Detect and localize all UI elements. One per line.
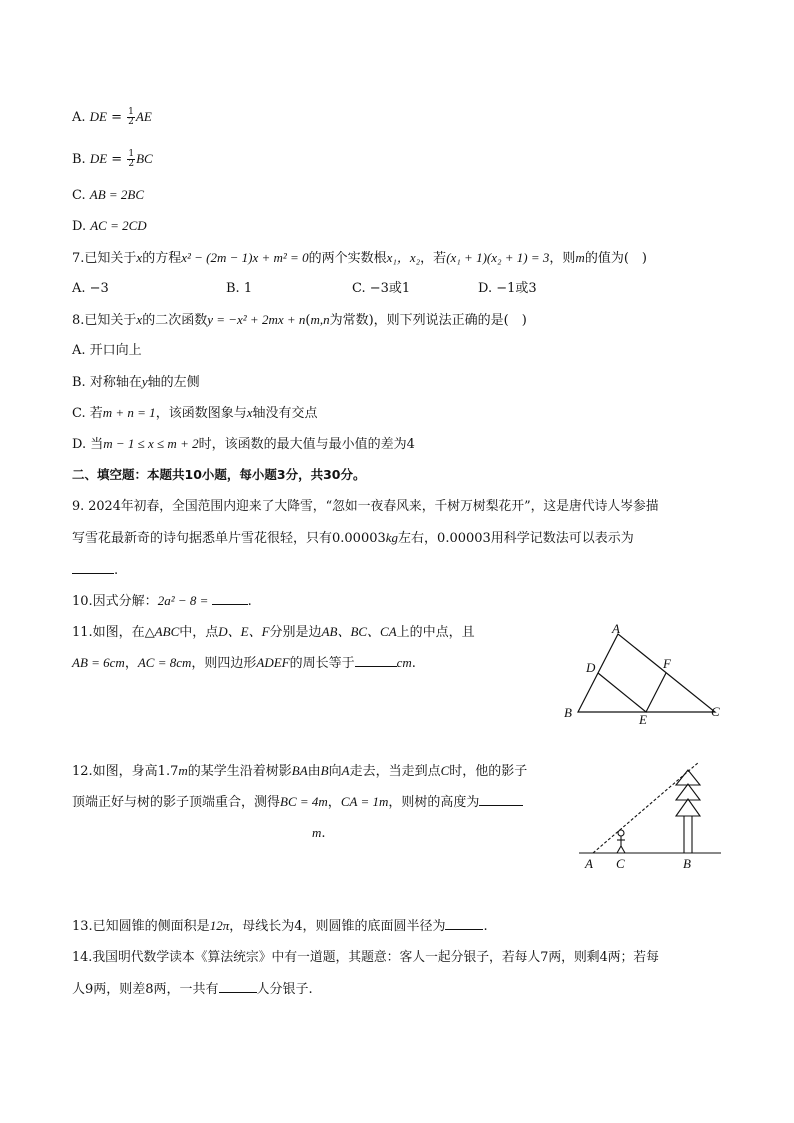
- answer-blank[interactable]: [72, 561, 114, 574]
- q13-stem: 13.已知圆锥的侧面积是12π，母线长为4，则圆锥的底面圆半径为 .: [72, 918, 488, 934]
- person-leg-right: [621, 846, 625, 853]
- label-A: A: [612, 621, 620, 636]
- q7-option-d: D. −1或3: [478, 281, 537, 296]
- answer-blank[interactable]: [355, 654, 397, 667]
- q8-option-c: C. 若m + n = 1，该函数图象与x轴没有交点: [72, 405, 318, 421]
- person-head: [618, 830, 624, 836]
- section-title: 二、填空题：本题共10小题，每小题3分，共30分。: [72, 467, 366, 482]
- label-D: D: [586, 660, 596, 675]
- q10-stem: 10.因式分解：2a² − 8 = .: [72, 593, 252, 609]
- person-leg-left: [617, 846, 621, 853]
- tree-bottom: [676, 799, 700, 816]
- q12-line-1: 12.如图，身高1.7m的某学生沿着树影BA由B向A走去，当走到点C时，他的影子: [72, 763, 528, 779]
- answer-blank[interactable]: [219, 980, 257, 993]
- q6-option-c: C. AB = 2BC: [72, 187, 145, 203]
- tree-top: [676, 770, 700, 785]
- q8-option-b: B. 对称轴在y轴的左侧: [72, 374, 200, 390]
- q11-line-2: AB = 6cm，AC = 8cm，则四边形ADEF的周长等于 cm.: [72, 655, 416, 671]
- label-E: E: [639, 712, 647, 727]
- q14-line-1: 14.我国明代数学读本《算法统宗》中有一道题，其题意：客人一起分银子，若每人7两，则剩4两；若每: [72, 950, 659, 965]
- q11-line-1: 11.如图，在△ABC中，点D、E、F分别是边AB、BC、CA上的中点，且: [72, 624, 475, 640]
- label-C: C: [711, 704, 720, 719]
- q7-option-b: B. 1: [226, 281, 253, 296]
- label-B: B: [564, 705, 572, 720]
- tree-shadow-figure: [575, 758, 725, 873]
- label-B: B: [683, 856, 691, 871]
- q7-stem: 7.已知关于x的方程x² − (2m − 1)x + m² = 0的两个实数根x₁，x₂，若(x₁ + 1)(x₂ + 1) = 3，则m的值为( ): [72, 250, 647, 266]
- q7-option-c: C. −3或1: [352, 281, 411, 296]
- q8-stem: 8.已知关于x的二次函数y = −x² + 2mx + n(m,n为常数)，则下列说法正确的是( ): [72, 312, 527, 328]
- fraction: $\frac{1}{2}$: [128, 149, 135, 169]
- q9-line-1: 9. 2024年初春，全国范围内迎来了大降雪，“忽如一夜春风来，千树万树梨花开”，这是唐代诗人岑参描: [72, 499, 659, 514]
- label-C: C: [616, 856, 625, 871]
- q6-option-d: D. AC = 2CD: [72, 218, 147, 234]
- q6-option-b: B. DE = $\frac{1}{2}$ BC: [72, 149, 153, 169]
- q14-line-2: 人9两，则差8两，一共有 人分银子.: [72, 982, 313, 997]
- tree-middle: [676, 784, 700, 800]
- q6-option-a: A. DE = $\frac{1}{2}$ AE: [72, 107, 152, 127]
- label-A: A: [585, 856, 593, 871]
- q8-option-d: D. 当m − 1 ≤ x ≤ m + 2时，该函数的最大值与最小值的差为4: [72, 436, 415, 452]
- q7-option-a: A. −3: [72, 281, 109, 296]
- fraction: $\frac{1}{2}$: [128, 107, 134, 127]
- q12-line-2: 顶端正好与树的影子顶端重合，测得BC = 4m，CA = 1m，则树的高度为: [72, 793, 523, 812]
- answer-blank[interactable]: [479, 793, 523, 806]
- q12-line-3: m.: [312, 825, 326, 841]
- q8-option-a: A. 开口向上: [72, 343, 142, 358]
- triangle-figure: [555, 620, 735, 730]
- q9-line-2: 写雪花最新奇的诗句据悉单片雪花很轻，只有0.00003kg左右，0.00003用科学记数法可以表示为: [72, 530, 634, 546]
- answer-blank[interactable]: [445, 917, 483, 930]
- q9-answer-line: .: [72, 561, 118, 580]
- label-F: F: [663, 656, 671, 671]
- answer-blank[interactable]: [212, 592, 248, 605]
- quad-edges: [598, 673, 666, 712]
